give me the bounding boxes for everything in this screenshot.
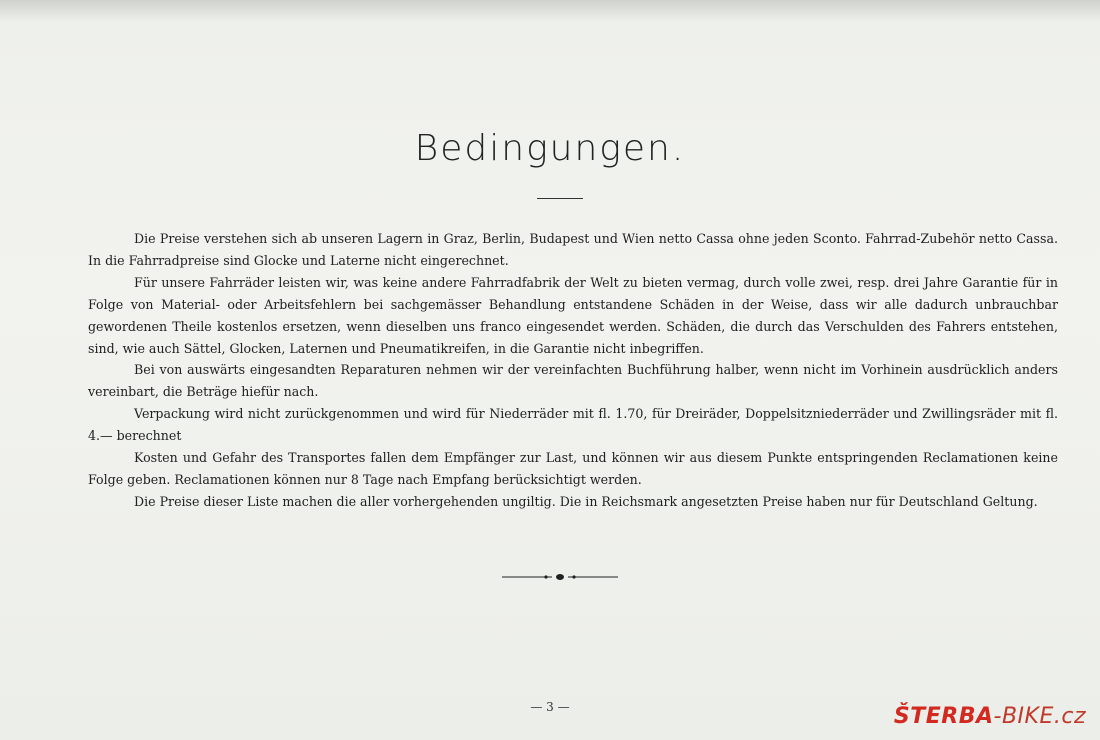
site-watermark xyxy=(894,704,1086,729)
page-number: — 3 — xyxy=(530,700,570,714)
paragraph: Die Preise dieser Liste machen die aller vorhergehenden ungiltig. Die in Reichsmark angesetzten Preise haben nur für Deutschland Geltung. xyxy=(134,493,1038,509)
paragraph: Kosten und Gefahr des Transportes fallen dem Empfänger zur Last, und können wir aus diesem Punkte entspringenden Reclamationen keine Folge geben. Reclamationen können nur 8 Tage nach Empfang berücksichtigt werden. xyxy=(88,450,1058,487)
watermark-domain: -BIKE.cz xyxy=(993,704,1086,729)
scan-shadow xyxy=(0,0,1100,22)
paragraph: Für unsere Fahrräder leisten wir, was keine andere Fahrradfabrik der Welt zu bieten vermag, durch volle zwei, resp. drei Jahre Garantie für in Folge von Material- oder Arbeitsfehlern bei sachgemässer Behandlung entstandene Schäden in der Weise, dass wir alle dadurch unbrauchbar gewordenen Theile kostenlos ersetzen, wenn dieselben uns franco eingesendet werden. Schäden, die durch das Verschulden des Fahrers entstehen, sind, wie auch Sättel, Glocken, Laternen und Pneumatikreifen, in die Garantie nicht inbegriffen. xyxy=(88,274,1058,356)
paragraph: Bei von auswärts eingesandten Reparaturen nehmen wir der vereinfachten Buchführung halber, wenn nicht im Vorhinein ausdrücklich anders vereinbart, die Beträge hiefür nach. xyxy=(88,362,1058,400)
watermark-brand: ŠTERBA xyxy=(893,704,994,729)
page-title: Bedingungen. xyxy=(414,128,686,169)
title-rule xyxy=(537,198,583,199)
ornament-divider xyxy=(500,570,620,584)
conditions-text xyxy=(88,228,1058,513)
paragraph: Die Preise verstehen sich ab unseren Lagern in Graz, Berlin, Budapest und Wien netto Cassa ohne jeden Sconto. Fahrrad-Zubehör netto Cassa. In die Fahrradpreise sind Glocke und Laterne nicht eingerechnet. xyxy=(88,231,1058,268)
paragraph: Verpackung wird nicht zurückgenommen und wird für Niederräder mit fl. 1.70, für Dreiräder, Doppelsitzniederräder und Zwillingsräder mit fl. 4.— berechnet xyxy=(88,406,1058,444)
